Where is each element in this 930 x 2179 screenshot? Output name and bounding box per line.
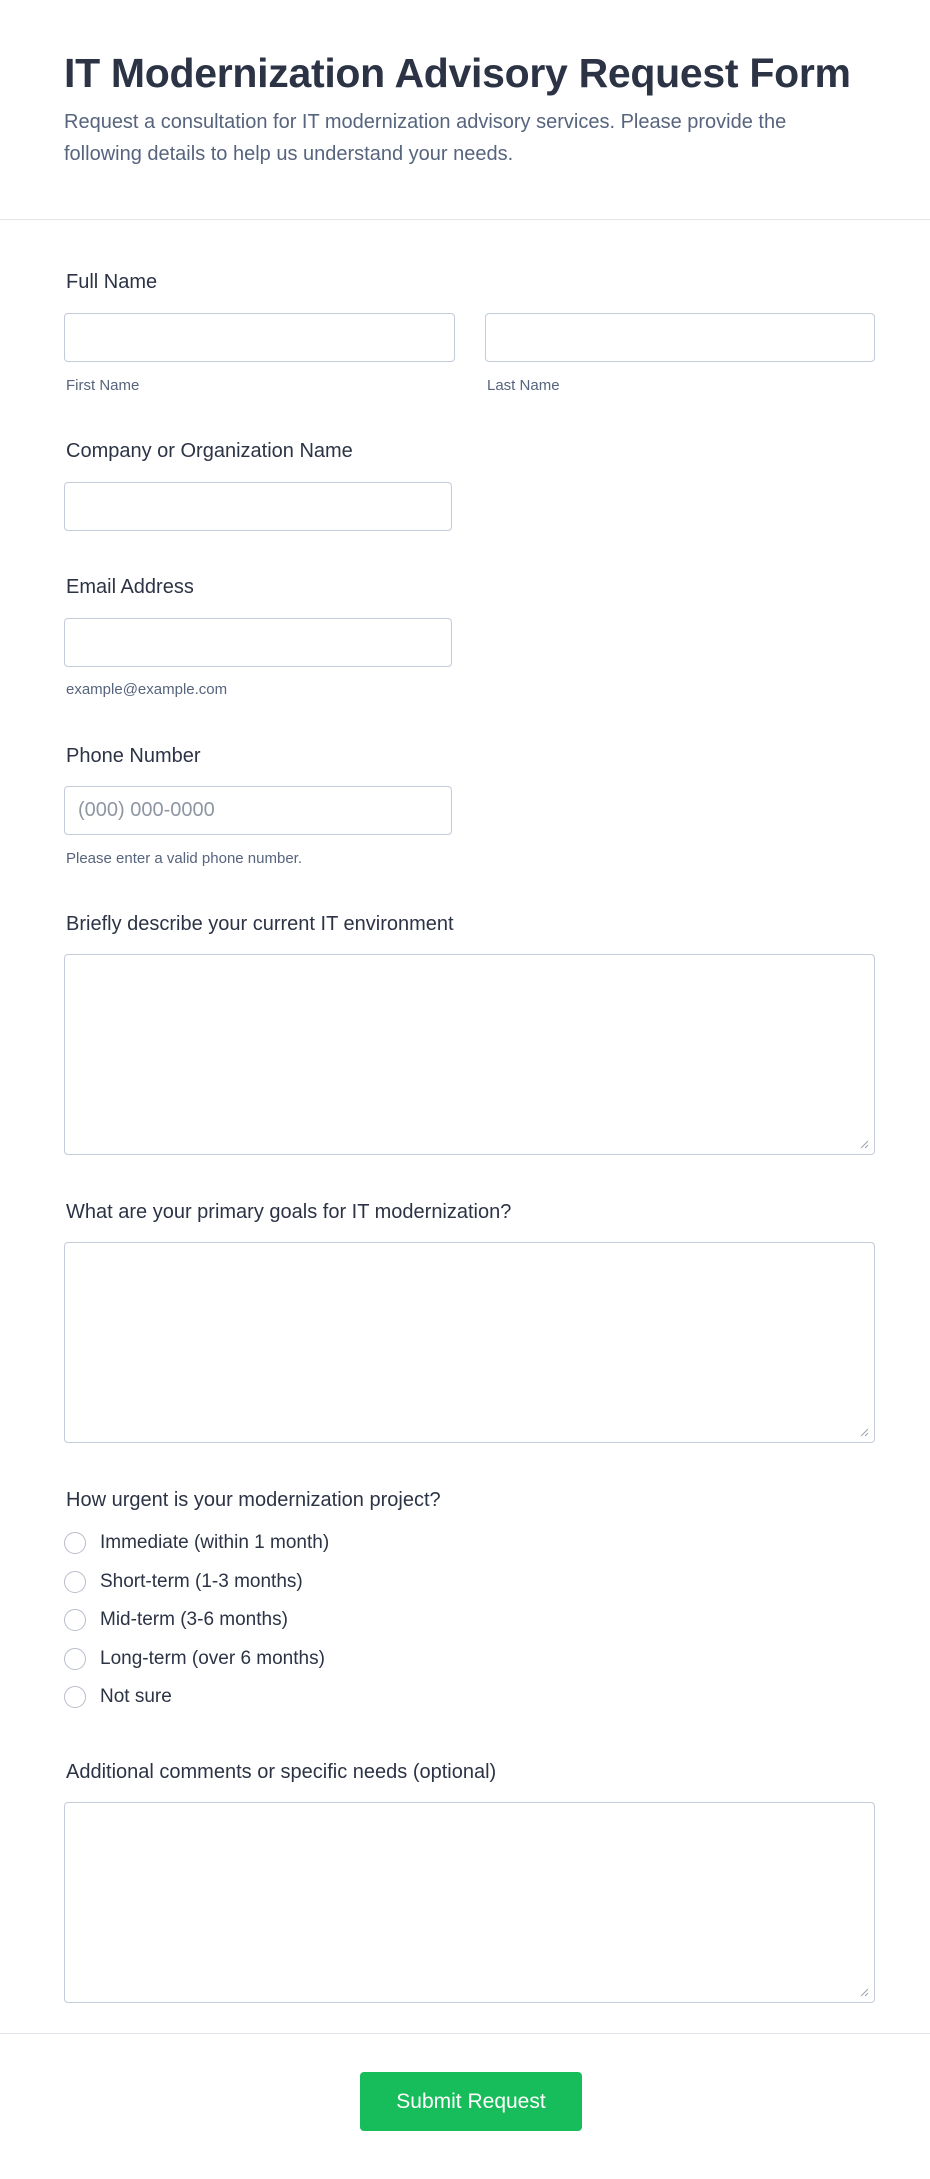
submit-button[interactable]: Submit Request (360, 2072, 582, 2131)
first-name-sublabel: First Name (66, 377, 140, 394)
phone-sublabel: Please enter a valid phone number. (66, 850, 302, 867)
email-input[interactable] (64, 618, 452, 667)
company-input[interactable] (64, 482, 452, 531)
phone-input[interactable] (64, 786, 452, 835)
email-label: Email Address (66, 576, 194, 598)
goals-label: What are your primary goals for IT modernization? (66, 1201, 512, 1223)
radio-icon[interactable] (64, 1571, 86, 1593)
urgency-option[interactable] (64, 1606, 288, 1634)
radio-icon[interactable] (64, 1609, 86, 1631)
urgency-option-label: Long-term (over 6 months) (100, 1648, 325, 1669)
urgency-option-label: Immediate (within 1 month) (100, 1532, 330, 1553)
urgency-option[interactable] (64, 1645, 325, 1673)
goals-textarea[interactable] (64, 1242, 875, 1443)
phone-label: Phone Number (66, 745, 201, 767)
last-name-input[interactable] (485, 313, 875, 362)
environment-label: Briefly describe your current IT environment (66, 913, 454, 935)
urgency-option[interactable] (64, 1683, 172, 1711)
urgency-option[interactable] (64, 1568, 303, 1596)
resize-grip-icon[interactable] (859, 1427, 869, 1437)
full-name-label: Full Name (66, 271, 158, 293)
urgency-option-label: Short-term (1-3 months) (100, 1571, 303, 1592)
email-sublabel: example@example.com (66, 681, 228, 698)
radio-icon[interactable] (64, 1532, 86, 1554)
first-name-input[interactable] (64, 313, 455, 362)
urgency-label: How urgent is your modernization project? (66, 1489, 441, 1511)
radio-icon[interactable] (64, 1686, 86, 1708)
page-title: IT Modernization Advisory Request Form (64, 50, 851, 96)
resize-grip-icon[interactable] (859, 1139, 869, 1149)
last-name-sublabel: Last Name (487, 377, 560, 394)
urgency-option[interactable] (64, 1529, 329, 1557)
environment-textarea[interactable] (64, 954, 875, 1155)
urgency-option-label: Mid-term (3-6 months) (100, 1609, 288, 1630)
comments-label: Additional comments or specific needs (optional) (66, 1761, 497, 1783)
form-header (0, 0, 930, 220)
company-label: Company or Organization Name (66, 440, 353, 462)
urgency-option-label: Not sure (100, 1686, 172, 1707)
page-subtitle: Request a consultation for IT modernization advisory services. Please provide the following details to help us understand your needs. (64, 111, 787, 165)
comments-textarea[interactable] (64, 1802, 875, 2003)
resize-grip-icon[interactable] (859, 1987, 869, 1997)
radio-icon[interactable] (64, 1648, 86, 1670)
